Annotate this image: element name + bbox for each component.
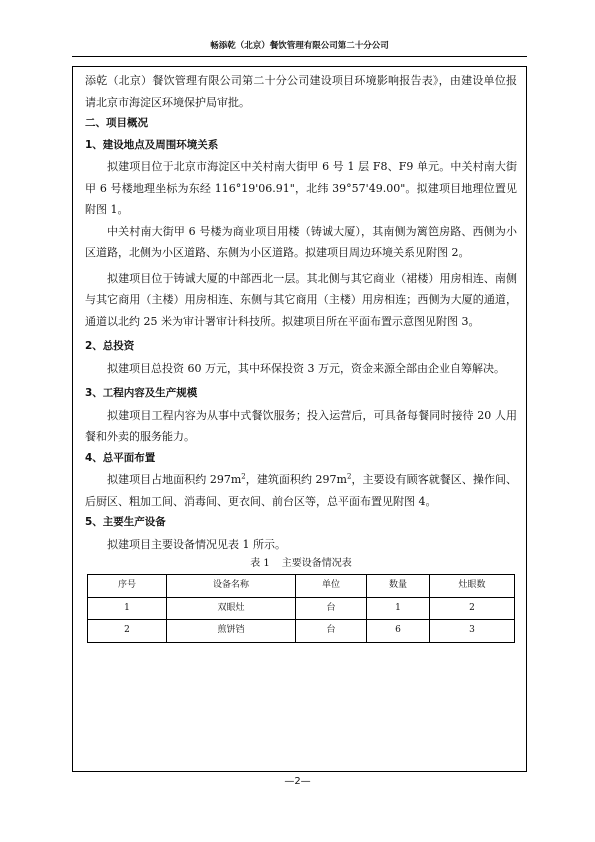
paragraph-equipment: 拟建项目主要设备情况见表 1 所示。 bbox=[107, 537, 286, 551]
table-cell: 台 bbox=[296, 620, 367, 643]
subsection-heading-layout: 4、总平面布置 bbox=[85, 451, 156, 464]
subsection-heading-scope: 3、工程内容及生产规模 bbox=[85, 387, 198, 399]
paragraph-surroundings: 中关村南大街甲 6 号楼为商业项目用楼（铸诚大厦），其南侧为篱笆房路、西侧为小区道路，北侧为小区道路、东侧为小区道路。拟建项目周边环境关系见附图 2。 bbox=[85, 224, 517, 259]
intro-paragraph: 添乾（北京）餐饮管理有限公司第二十分公司建设项目环境影响报告表》，由建设单位报请北京市海淀区环境保护局审批。 bbox=[85, 74, 517, 109]
paragraph-investment: 拟建项目总投资 60 万元，其中环保投资 3 万元，资金来源全部由企业自筹解决。 bbox=[107, 361, 505, 375]
table-caption: 表 1 主要设备情况表 bbox=[250, 558, 352, 569]
table-cell: 2 bbox=[88, 620, 167, 643]
table-cell: 3 bbox=[430, 620, 515, 643]
table-header-cell: 设备名称 bbox=[167, 575, 296, 598]
table-header-cell: 灶眼数 bbox=[430, 575, 515, 598]
table-cell: 双眼灶 bbox=[167, 597, 296, 620]
table-row bbox=[88, 597, 515, 620]
document-body bbox=[85, 70, 517, 643]
subsection-heading-investment: 2、总投资 bbox=[85, 340, 135, 352]
table-cell: 6 bbox=[367, 620, 430, 643]
table-cell: 煎饼铛 bbox=[167, 620, 296, 643]
subsection-heading-location: 1、建设地点及周围环境关系 bbox=[85, 138, 219, 151]
section-heading: 二、项目概况 bbox=[85, 117, 148, 129]
subsection-heading-equipment: 5、主要生产设备 bbox=[85, 516, 166, 528]
equipment-table bbox=[87, 574, 515, 643]
paragraph-layout: 拟建项目占地面积约 $297m^2$，建筑面积约 $297m^2$，主要设有顾客就餐区、操作间、后厨区、粗加工间、消毒间、更衣间、前台区等，总平面布置见附图 4。 bbox=[85, 472, 517, 508]
table-header-cell: 数量 bbox=[367, 575, 430, 598]
table-header-row bbox=[88, 575, 515, 598]
table-row bbox=[88, 620, 515, 643]
page-header: 畅添乾（北京）餐饮管理有限公司第二十分公司 bbox=[72, 36, 527, 57]
paragraph-location: 拟建项目位于北京市海淀区中关村南大街甲 6 号 1 层 F8、F9 单元。中关村南大街甲 6 号楼地理坐标为东经 116°19'06.91"，北纬 39°57'49.00"。拟建项目地理位置见附图 1。 bbox=[85, 160, 517, 216]
table-cell: 1 bbox=[88, 597, 167, 620]
paragraph-scope: 拟建项目工程内容为从事中式餐饮服务；投入运营后，可具备每餐同时接待 20 人用餐和外卖的服务能力。 bbox=[85, 408, 517, 443]
table-header-cell: 单位 bbox=[296, 575, 367, 598]
table-cell: 2 bbox=[430, 597, 515, 620]
table-cell: 台 bbox=[296, 597, 367, 620]
page-number: —2— bbox=[284, 776, 311, 787]
table-cell: 1 bbox=[367, 597, 430, 620]
table-header-cell: 序号 bbox=[88, 575, 167, 598]
paragraph-adjacency: 拟建项目位于铸诚大厦的中部西北一层。其北侧与其它商业（裙楼）用房相连、南侧与其它商用（主楼）用房相连、东侧与其它商用（主楼）用房相连；西侧为大厦的通道，通道以北约 25 米为审计署审计科技所。拟建项目所在平面布置示意图见附图 3。 bbox=[85, 271, 517, 328]
